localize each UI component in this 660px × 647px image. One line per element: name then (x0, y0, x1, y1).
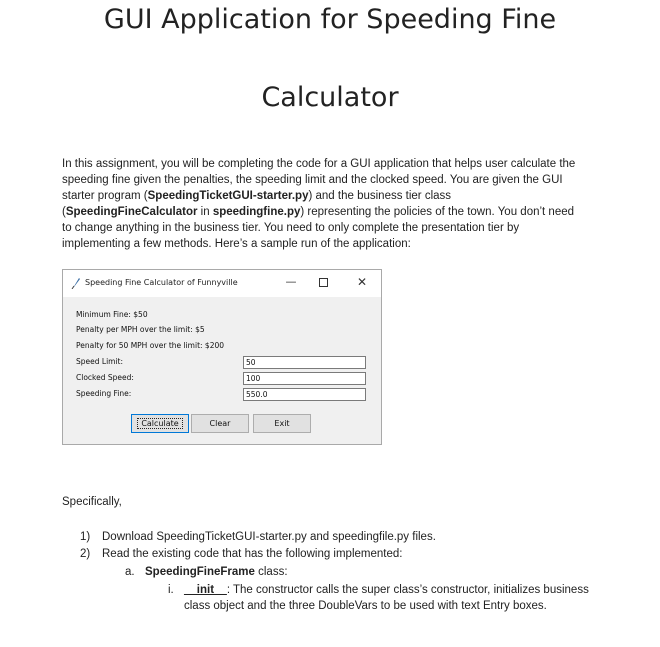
list-roman: i. (168, 584, 174, 596)
specifically-heading: Specifically, (62, 496, 122, 508)
list-number: 1) (80, 531, 91, 543)
document-title-line-2: Calculator (261, 82, 399, 113)
speed-limit-label: Speed Limit: (76, 357, 124, 366)
document-title-line-1: GUI Application for Speeding Fine (103, 4, 557, 35)
minimize-icon[interactable]: — (285, 275, 297, 288)
intro-bold-module: speedingfine.py (212, 206, 301, 218)
intro-text-3: in (197, 206, 213, 218)
speeding-fine-input[interactable]: 550.0 (243, 388, 366, 401)
maximize-icon[interactable] (316, 275, 330, 290)
sample-app-window (62, 269, 382, 445)
intro-paragraph (62, 156, 584, 252)
feather-icon (71, 277, 81, 289)
intro-bold-class: SpeedingFineCalculator (65, 206, 198, 218)
clocked-speed-label: Clocked Speed: (76, 373, 134, 382)
minimum-fine-label: Minimum Fine: $50 (76, 310, 148, 319)
clocked-speed-input[interactable]: 100 (243, 372, 366, 385)
method-description: : The constructor calls the super class’s constructor, initializes business class object and the three DoubleVars to be used with text Entry boxes. (184, 584, 589, 612)
close-icon[interactable]: ✕ (356, 275, 368, 289)
list-number: 2) (80, 548, 91, 560)
speed-limit-input[interactable]: 50 (243, 356, 366, 369)
intro-bold-starter-file: SpeedingTicketGUI-starter.py (147, 190, 309, 202)
penalty-per-mph-label: Penalty per MPH over the limit: $5 (76, 325, 205, 334)
method-name: __init__ (184, 584, 227, 596)
list-text (145, 564, 288, 580)
class-name: SpeedingFineFrame (145, 566, 255, 578)
window-title: Speeding Fine Calculator of Funnyville (85, 278, 238, 287)
calculate-button[interactable] (131, 414, 189, 433)
speeding-fine-label: Speeding Fine: (76, 389, 132, 398)
window-titlebar (63, 270, 381, 297)
list-text: Read the existing code that has the following implemented: (102, 548, 403, 560)
clear-button[interactable]: Clear (191, 414, 249, 433)
calculate-button-label: Calculate (137, 418, 182, 429)
exit-button[interactable]: Exit (253, 414, 311, 433)
list-text (184, 582, 598, 614)
penalty-50-mph-label: Penalty for 50 MPH over the limit: $200 (76, 341, 225, 350)
list-text: Download SpeedingTicketGUI-starter.py and speedingfile.py files. (102, 531, 436, 543)
class-suffix: class: (254, 566, 288, 578)
intro-text-4: ) representing the policies of the town. You don’t need to change anything in the business tier. You need to only complete the presentation tier by implementing a few methods. Here’s a sample run of the application: (62, 206, 575, 250)
intro-text-1: In this assignment, you will be completing the code for a GUI application that helps user calculate the speeding fine given the penalties, the speeding limit and the clocked speed. You are given the GUI starter program ( (62, 158, 576, 202)
intro-text-2: ) and the business tier class ( (62, 190, 452, 218)
list-letter: a. (125, 566, 135, 578)
